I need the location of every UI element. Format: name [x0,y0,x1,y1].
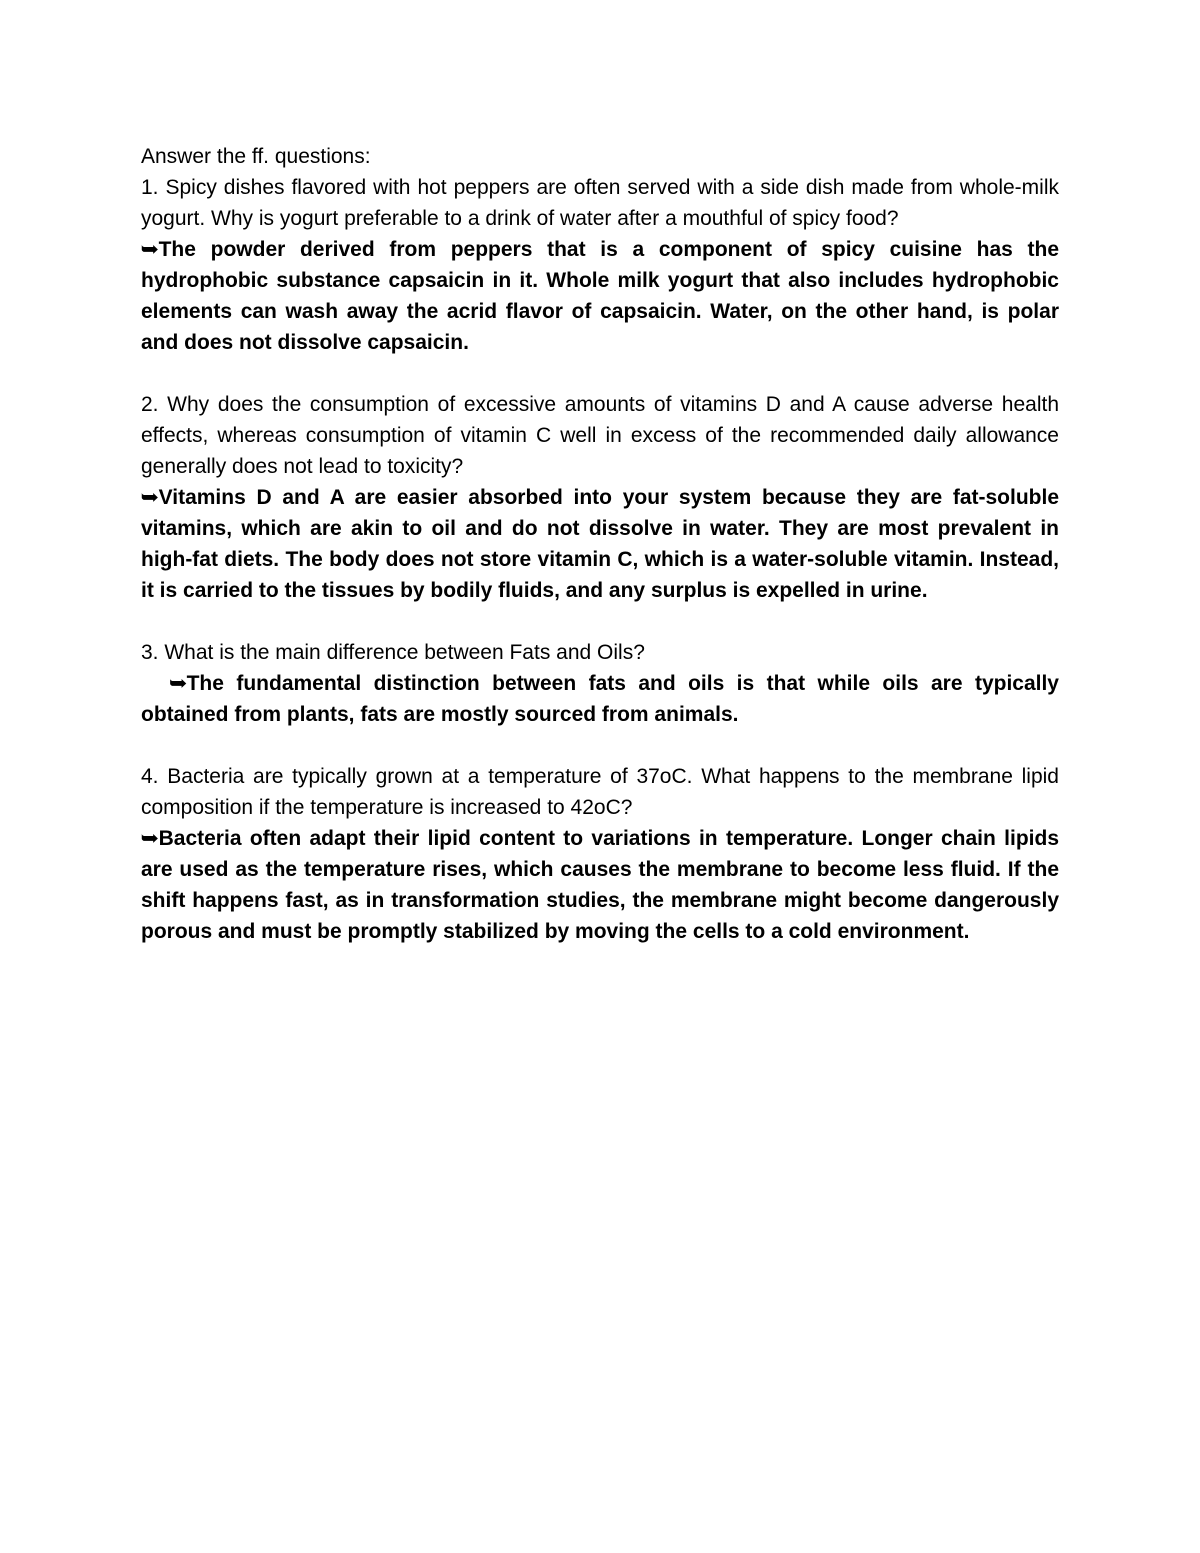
qa-item-3 [141,637,1059,730]
arrow-icon: ➥ [140,238,160,261]
paragraph-spacer [141,730,1059,761]
question-3: 3. What is the main difference between Fats and Oils? [141,641,645,664]
answer-3 [141,668,1059,730]
answer-2 [141,482,1059,606]
document-page [141,141,1059,947]
arrow-icon: ➥ [140,827,160,850]
question-4: 4. Bacteria are typically grown at a temperature of 37oC. What happens to the membrane lipid composition if the temperature is increased to 42oC? [141,765,1059,819]
answer-2-text: Vitamins D and A are easier absorbed into your system because they are fat-soluble vitamins, which are akin to oil and do not dissolve in water. They are most prevalent in high-fat diets. The body does not store vitamin C, which is a water-soluble vitamin. Instead, it is carried to the tissues by bodily fluids, and any surplus is expelled in urine. [141,486,1059,602]
answer-1-text: The powder derived from peppers that is a component of spicy cuisine has the hydrophobic substance capsaicin in it. Whole milk yogurt that also includes hydrophobic elements can wash away the acrid flavor of capsaicin. Water, on the other hand, is polar and does not dissolve capsaicin. [141,238,1059,354]
arrow-icon: ➥ [168,672,188,695]
qa-item-2 [141,389,1059,606]
qa-item-1 [141,172,1059,358]
answer-4-text: Bacteria often adapt their lipid content to variations in temperature. Longer chain lipids are used as the temperature rises, which causes the membrane to become less fluid. If the shift happens fast, as in transformation studies, the membrane might become dangerously porous and must be promptly stabilized by moving the cells to a cold environment. [141,827,1059,943]
paragraph-spacer [141,606,1059,637]
paragraph-spacer [141,358,1059,389]
document-heading: Answer the ff. questions: [141,145,371,168]
answer-3-text: The fundamental distinction between fats and oils is that while oils are typically obtained from plants, fats are mostly sourced from animals. [141,672,1059,726]
qa-item-4 [141,761,1059,947]
answer-4 [141,823,1059,947]
arrow-icon: ➥ [140,486,160,509]
question-1: 1. Spicy dishes flavored with hot peppers are often served with a side dish made from whole-milk yogurt. Why is yogurt preferable to a drink of water after a mouthful of spicy food? [141,176,1059,230]
answer-1 [141,234,1059,358]
question-2: 2. Why does the consumption of excessive amounts of vitamins D and A cause adverse health effects, whereas consumption of vitamin C well in excess of the recommended daily allowance generally does not lead to toxicity? [141,393,1059,478]
